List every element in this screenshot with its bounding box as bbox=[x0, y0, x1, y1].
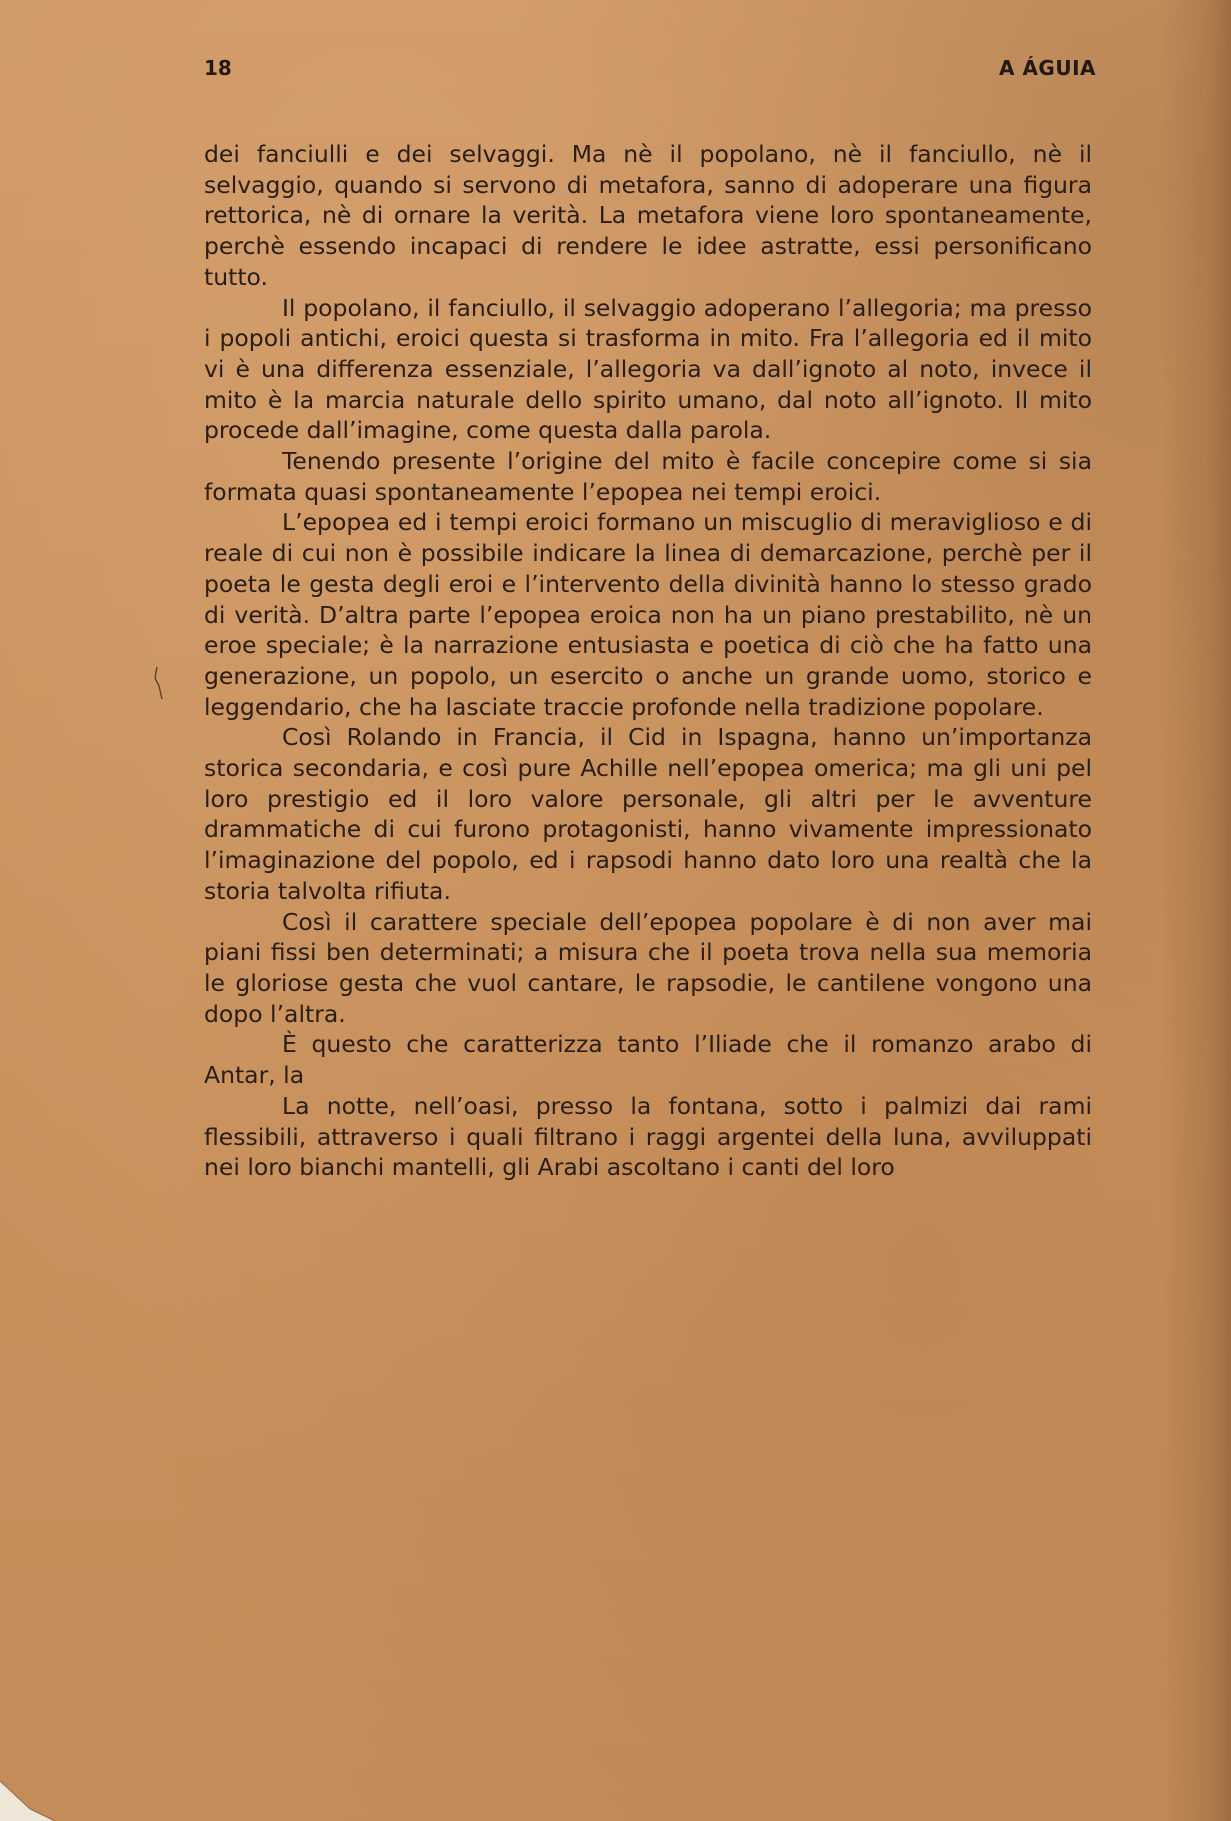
paragraph-text: dei fanciulli e dei selvaggi. Ma nè il popolano, nè il fanciullo, nè il selvaggio, quando si servono di metafora, sanno di adoperare una figura rettorica, nè di ornare la verità. La metafora viene loro spontaneamente, perchè essendo incapaci di rendere le idee astratte, essi personificano tutto. bbox=[204, 140, 1092, 291]
page-header bbox=[204, 56, 1096, 88]
page-number: 18 bbox=[204, 56, 232, 80]
margin-pencil-mark bbox=[150, 666, 164, 700]
paragraph-2 bbox=[204, 293, 1092, 447]
paragraph-7 bbox=[204, 1029, 1092, 1090]
paragraph-text: Così Rolando in Francia, il Cid in Ispagna, hanno un’importanza storica secondaria, e così pure Achille nell’epopea omerica; ma gli uni pel loro prestigio ed il loro valore personale, gli altri per le avventure drammatiche di cui furono protagonisti, hanno vivamente impressionato l’imaginazione del popolo, ed i rapsodi hanno dato loro una realtà che la storia talvolta rifiuta. bbox=[204, 723, 1092, 905]
paragraph-3 bbox=[204, 446, 1092, 507]
paragraph-text: La notte, nell’oasi, presso la fontana, sotto i palmizi dai rami flessibili, attraverso i quali filtrano i raggi argentei della luna, avviluppati nei loro bianchi mantelli, gli Arabi ascoltano i canti del loro bbox=[204, 1091, 1092, 1182]
paragraph-4 bbox=[204, 507, 1092, 722]
running-title: A ÁGUIA bbox=[999, 56, 1096, 80]
paragraph-5 bbox=[204, 722, 1092, 906]
paragraph-text: Tenendo presente l’origine del mito è facile concepire come si sia formata quasi spontaneamente l’epopea nei tempi eroici. bbox=[204, 447, 1092, 506]
paragraph-text: È questo che caratterizza tanto l’Iliade che il romanzo arabo di Antar, la bbox=[204, 1030, 1092, 1090]
page-edge-shadow bbox=[1161, 0, 1231, 1821]
torn-corner bbox=[0, 1761, 90, 1821]
paragraph-text: Il popolano, il fanciullo, il selvaggio adoperano l’allegoria; ma presso i popoli antichi, eroici questa si trasforma in mito. Fra l’allegoria ed il mito vi è una differenza essenziale, l’allegoria va dall’ignoto al noto, invece il mito è la marcia naturale dello spirito umano, dal noto all’ignoto. Il mito procede dall’imagine, come questa dalla parola. bbox=[204, 293, 1092, 445]
paragraph-6 bbox=[204, 907, 1092, 1030]
paragraph-1 bbox=[204, 139, 1092, 293]
body-text bbox=[204, 139, 1092, 1183]
paragraph-8 bbox=[204, 1091, 1092, 1183]
paragraph-text: Così il carattere speciale dell’epopea popolare è di non aver mai piani fissi ben determinati; a misura che il poeta trova nella sua memoria le gloriose gesta che vuol cantare, le rapsodie, le cantilene vongono una dopo l’altra. bbox=[204, 907, 1092, 1028]
paragraph-text: L’epopea ed i tempi eroici formano un miscuglio di meraviglioso e di reale di cui non è possibile indicare la linea di demarcazione, perchè per il poeta le gesta degli eroi e l’intervento della divinità hanno lo stesso grado di verità. D’altra parte l’epopea eroica non ha un piano prestabilito, nè un eroe speciale; è la narrazione entusiasta e poetica di ciò che ha fatto una generazione, un popolo, un esercito o anche un grande uomo, storico e leggendario, che ha lasciate traccie profonde nella tradizione popolare. bbox=[204, 508, 1092, 721]
